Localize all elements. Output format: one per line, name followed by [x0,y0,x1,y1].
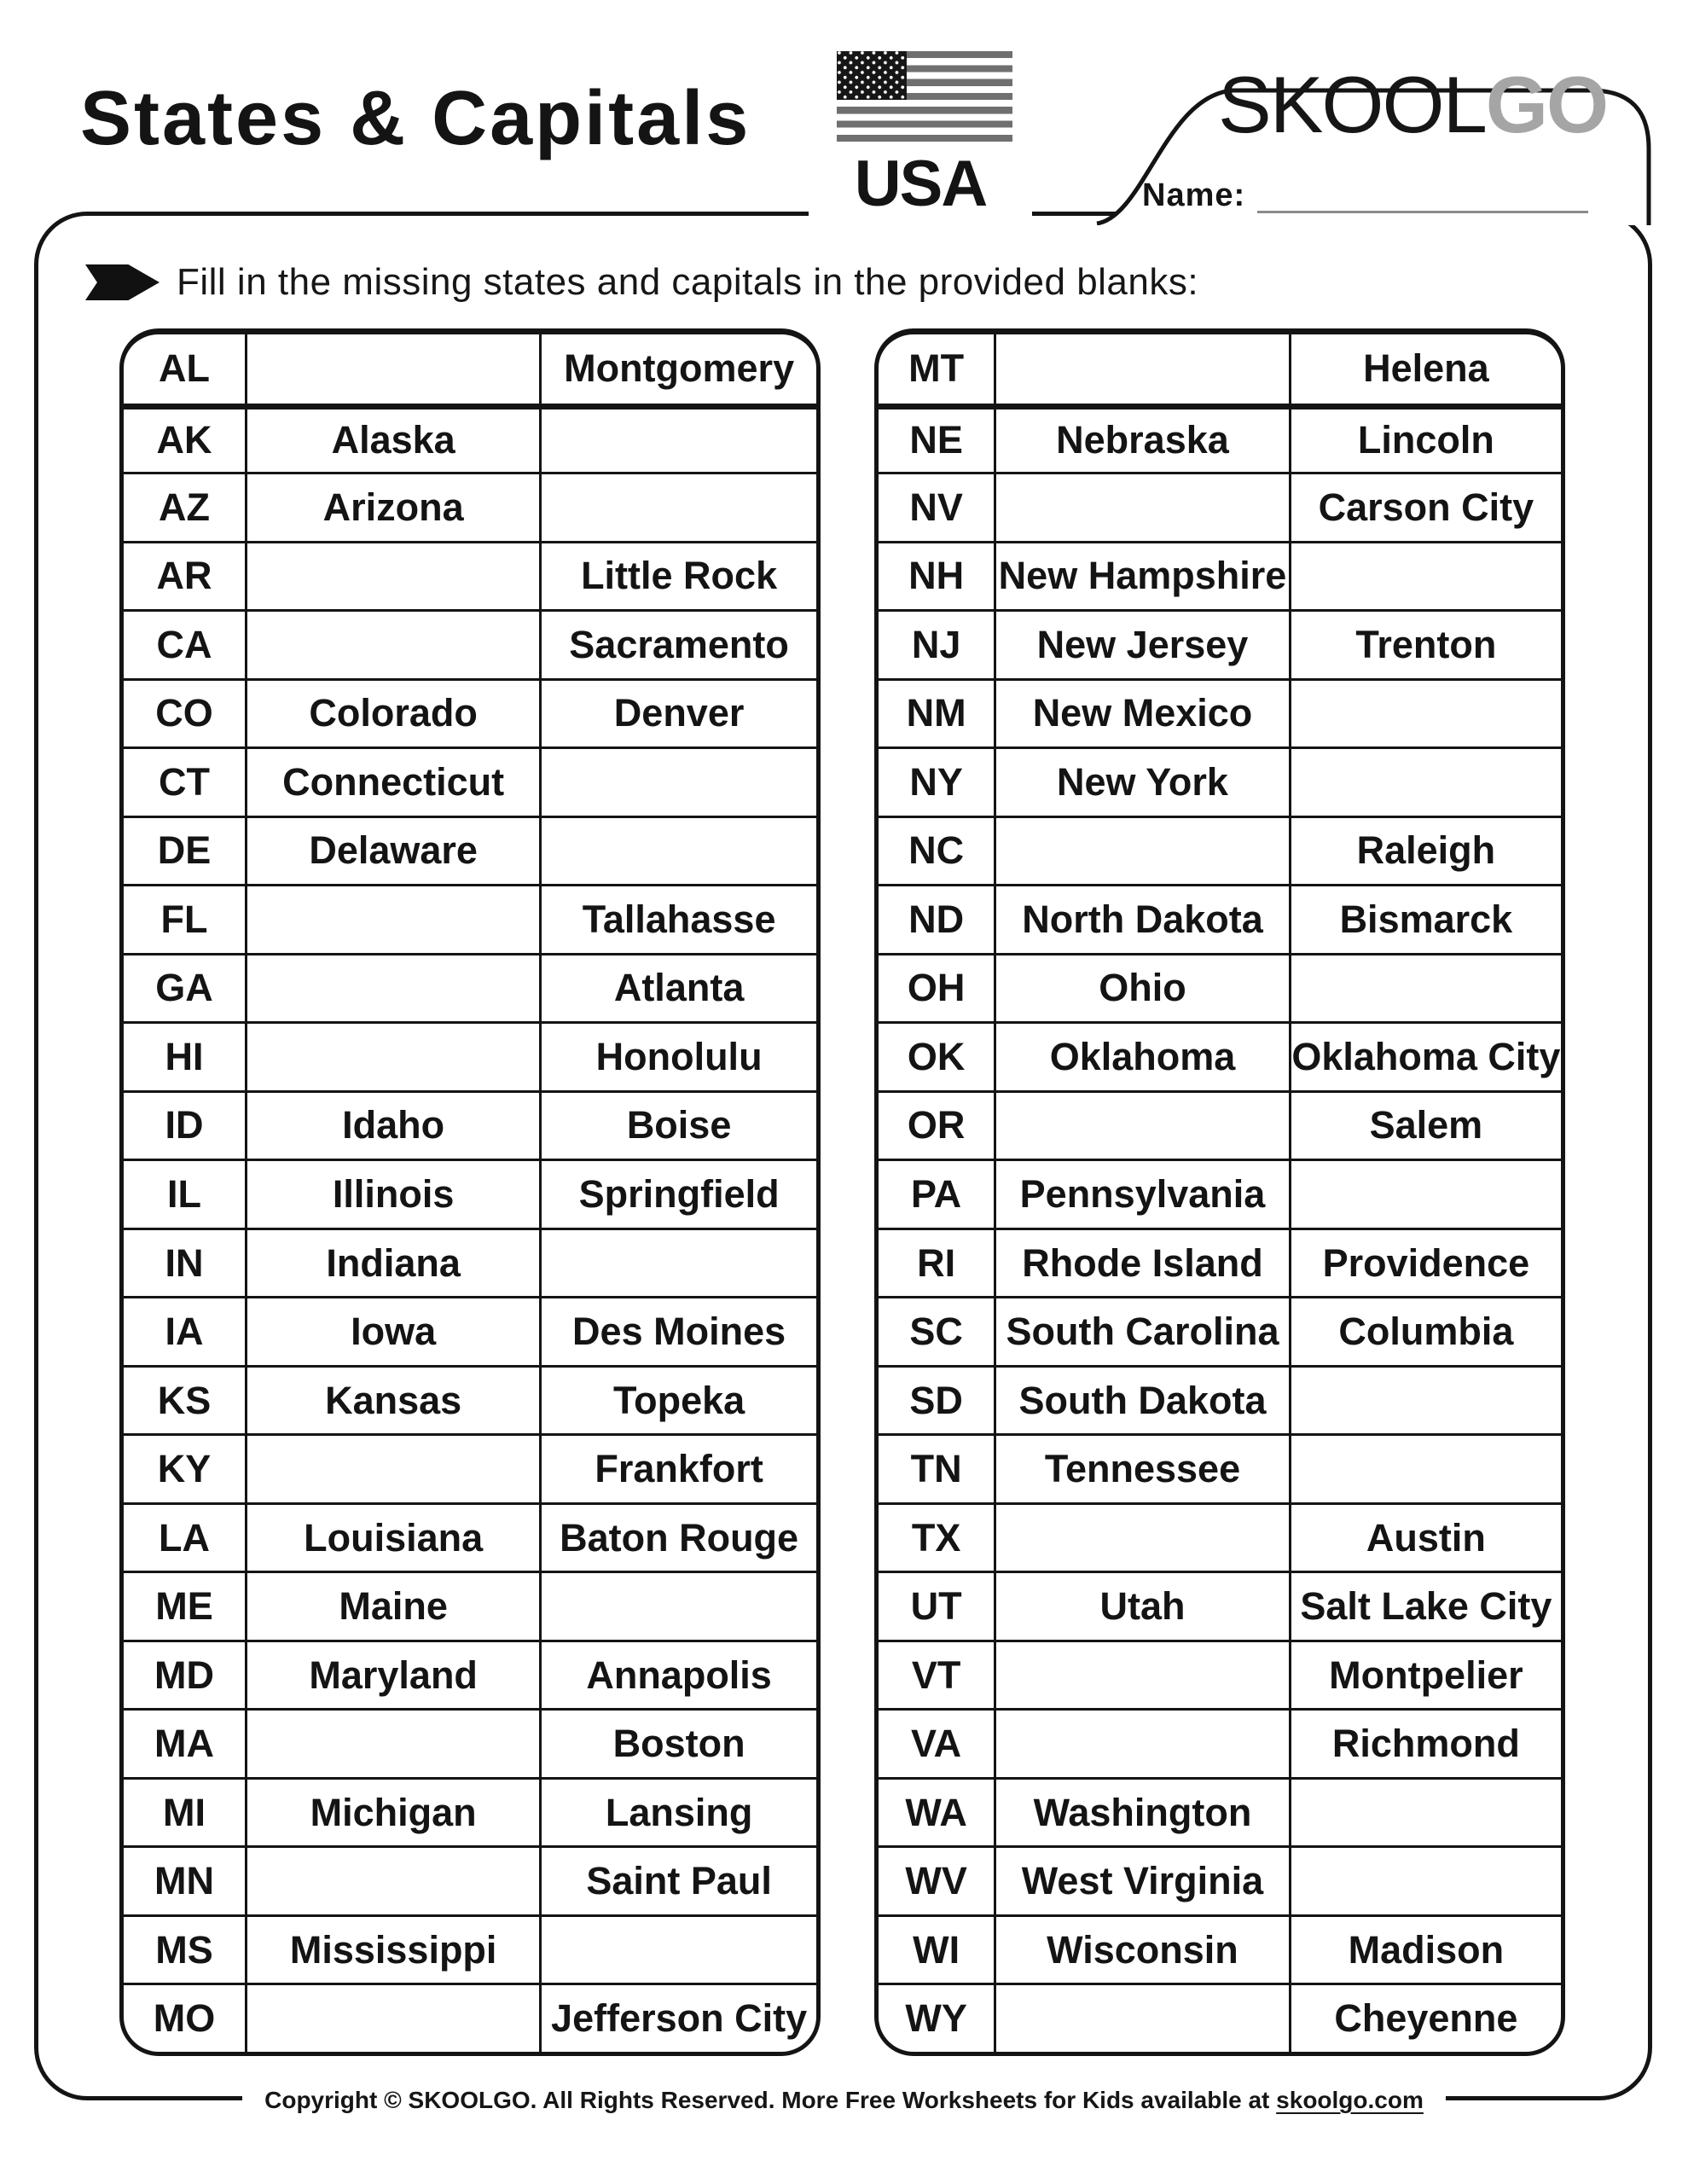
capital-blank-cell [539,472,816,541]
name-blank-line [1257,179,1588,213]
capital-blank-cell [539,746,816,816]
state-name-blank-cell [245,1708,539,1777]
capital-cell: Frankfort [539,1433,816,1502]
footer-brand: SKOOLGO [408,2087,531,2113]
capital-cell: Cheyenne [1289,1983,1561,2052]
state-name-cell: Colorado [245,678,539,747]
state-name-blank-cell [994,1090,1289,1159]
capital-cell: Austin [1289,1502,1561,1571]
capital-blank-cell [539,1228,816,1297]
capital-cell: Lansing [539,1777,816,1846]
state-abbr-cell: OR [879,1090,994,1159]
capital-cell: Madison [1289,1914,1561,1984]
state-abbr-cell: ND [879,884,994,953]
state-abbr-cell: AL [159,346,211,391]
state-abbr-cell: NY [879,746,994,816]
state-name-blank-cell [994,1502,1289,1571]
capital-cell: Lincoln [1289,404,1561,473]
state-name-blank-cell [994,1640,1289,1709]
state-name-cell: Nebraska [994,404,1289,473]
state-abbr-cell: HI [124,1021,245,1090]
footer [0,2078,1688,2123]
state-name-blank-cell [994,816,1289,885]
state-name-cell: Michigan [245,1777,539,1846]
state-name-cell: Ohio [994,953,1289,1022]
name-field [1142,177,1588,213]
capital-cell: Columbia [1289,1296,1561,1365]
capital-cell: Richmond [1289,1708,1561,1777]
capital-cell: Trenton [1289,609,1561,678]
state-name-blank-cell [245,334,539,404]
state-name-cell: Arizona [245,472,539,541]
state-abbr-cell: AK [124,404,245,473]
state-abbr-cell: CA [124,609,245,678]
name-label: Name: [1142,177,1246,213]
state-name-blank-cell [994,334,1289,404]
state-name-blank-cell [245,1433,539,1502]
state-abbr-cell: FL [124,884,245,953]
usa-flag-icon [837,51,1012,142]
capital-cell: Carson City [1289,472,1561,541]
logo-text-skool: SKOOL [1218,60,1486,149]
state-abbr-cell: AZ [124,472,245,541]
footer-link[interactable]: skoolgo.com [1276,2087,1424,2113]
capital-cell: Topeka [539,1365,816,1434]
state-abbr-cell: KS [124,1365,245,1434]
state-abbr-cell: TX [879,1502,994,1571]
state-abbr-cell: DE [124,816,245,885]
capital-cell: Atlanta [539,953,816,1022]
capital-cell: Honolulu [539,1021,816,1090]
state-name-cell: New Hampshire [994,541,1289,610]
state-name-cell: Indiana [245,1228,539,1297]
footer-middle-text: . All Rights Reserved. More Free Worksheets for Kids available at [530,2087,1277,2113]
state-name-cell: West Virginia [994,1845,1289,1914]
capital-blank-cell [539,1914,816,1984]
footer-text [242,2078,1446,2123]
capital-cell: Springfield [539,1159,816,1228]
state-abbr-cell: TN [879,1433,994,1502]
state-abbr-cell: GA [124,953,245,1022]
capital-cell: Montpelier [1289,1640,1561,1709]
state-abbr-cell: CO [124,678,245,747]
state-name-cell: New Jersey [994,609,1289,678]
state-name-blank-cell [245,1983,539,2052]
state-name-cell: Maine [245,1571,539,1640]
capital-blank-cell [1289,1777,1561,1846]
state-abbr-cell: CT [124,746,245,816]
states-table-right [874,328,1565,2056]
state-name-blank-cell [245,953,539,1022]
state-abbr-cell: MS [124,1914,245,1984]
capital-cell: Boise [539,1090,816,1159]
state-name-cell: Rhode Island [994,1228,1289,1297]
state-abbr-cell: IN [124,1228,245,1297]
instruction-text: Fill in the missing states and capitals in the provided blanks: [177,261,1199,303]
flag-canton-stars [837,51,907,100]
state-abbr-cell: WI [879,1914,994,1984]
state-abbr-cell: NC [879,816,994,885]
state-name-blank-cell [245,1021,539,1090]
capital-blank-cell [1289,1845,1561,1914]
state-abbr-cell: MN [124,1845,245,1914]
state-name-cell: Pennsylvania [994,1159,1289,1228]
capital-cell: Saint Paul [539,1845,816,1914]
capital-cell: Jefferson City [539,1983,816,2052]
state-abbr-cell: NV [879,472,994,541]
capital-cell: Sacramento [539,609,816,678]
state-name-blank-cell [245,609,539,678]
capital-cell: Denver [539,678,816,747]
state-name-cell: Idaho [245,1090,539,1159]
state-name-cell: Delaware [245,816,539,885]
state-abbr-cell: AR [124,541,245,610]
state-abbr-cell: RI [879,1228,994,1297]
instruction [85,261,1198,304]
state-name-blank-cell [245,1845,539,1914]
state-abbr-cell: UT [879,1571,994,1640]
capital-cell: Bismarck [1289,884,1561,953]
state-abbr-cell: ME [124,1571,245,1640]
capital-cell: Salt Lake City [1289,1571,1561,1640]
state-abbr-cell: NJ [879,609,994,678]
state-name-cell: Kansas [245,1365,539,1434]
states-table-left [119,328,821,2056]
capital-cell: Baton Rouge [539,1502,816,1571]
page-title: States & Capitals [80,76,751,161]
usa-label: USA [809,152,1032,217]
state-name-cell: Mississippi [245,1914,539,1984]
state-abbr-cell: SC [879,1296,994,1365]
state-name-cell: South Carolina [994,1296,1289,1365]
state-abbr-cell: SD [879,1365,994,1434]
state-abbr-cell: MO [124,1983,245,2052]
capital-cell: Helena [1289,334,1561,404]
footer-copyright-prefix: Copyright © [264,2087,409,2113]
state-name-blank-cell [245,884,539,953]
state-abbr-cell: MI [124,1777,245,1846]
capital-cell: Montgomery [539,334,816,404]
capital-cell: Des Moines [539,1296,816,1365]
state-abbr-cell: IL [124,1159,245,1228]
state-abbr-cell: NE [879,404,994,473]
state-name-cell: New Mexico [994,678,1289,747]
capital-blank-cell [1289,678,1561,747]
state-name-cell: Utah [994,1571,1289,1640]
state-name-cell: Washington [994,1777,1289,1846]
capital-cell: Tallahasse [539,884,816,953]
state-abbr-cell: PA [879,1159,994,1228]
state-abbr-cell: MT [908,346,965,391]
capital-blank-cell [1289,746,1561,816]
state-abbr-cell: WY [879,1983,994,2052]
state-name-blank-cell [994,1708,1289,1777]
state-abbr-cell: WV [879,1845,994,1914]
capital-blank-cell [1289,1159,1561,1228]
capital-cell: Salem [1289,1090,1561,1159]
state-abbr-cell: ID [124,1090,245,1159]
state-name-cell: Maryland [245,1640,539,1709]
state-abbr-cell: VA [879,1708,994,1777]
logo-text-go: GO [1485,60,1608,149]
state-name-cell: Tennessee [994,1433,1289,1502]
capital-blank-cell [539,1571,816,1640]
capital-blank-cell [539,816,816,885]
state-abbr-cell: NH [879,541,994,610]
state-name-cell: North Dakota [994,884,1289,953]
state-name-cell: Alaska [245,404,539,473]
state-name-cell: Iowa [245,1296,539,1365]
capital-blank-cell [1289,1433,1561,1502]
capital-blank-cell [1289,1365,1561,1434]
state-name-cell: Illinois [245,1159,539,1228]
state-name-cell: Connecticut [245,746,539,816]
state-name-cell: New York [994,746,1289,816]
state-name-cell: Louisiana [245,1502,539,1571]
state-abbr-cell: NM [879,678,994,747]
state-abbr-cell: OH [879,953,994,1022]
state-abbr-cell: WA [879,1777,994,1846]
state-name-blank-cell [245,541,539,610]
capital-blank-cell [1289,953,1561,1022]
state-name-blank-cell [994,1983,1289,2052]
state-abbr-cell: MD [124,1640,245,1709]
state-abbr-cell: IA [124,1296,245,1365]
state-abbr-cell: MA [124,1708,245,1777]
capital-cell: Annapolis [539,1640,816,1709]
state-name-cell: Wisconsin [994,1914,1289,1984]
capital-cell: Oklahoma City [1289,1021,1561,1090]
state-name-blank-cell [994,472,1289,541]
brand-logo [1218,60,1608,149]
capital-blank-cell [1289,541,1561,610]
state-abbr-cell: OK [879,1021,994,1090]
state-abbr-cell: KY [124,1433,245,1502]
capital-cell: Boston [539,1708,816,1777]
state-abbr-cell: LA [124,1502,245,1571]
capital-cell: Little Rock [539,541,816,610]
state-abbr-cell: VT [879,1640,994,1709]
capital-blank-cell [539,404,816,473]
state-name-cell: Oklahoma [994,1021,1289,1090]
capital-cell: Providence [1289,1228,1561,1297]
state-name-cell: South Dakota [994,1365,1289,1434]
capital-cell: Raleigh [1289,816,1561,885]
arrow-marker-icon [85,264,160,300]
